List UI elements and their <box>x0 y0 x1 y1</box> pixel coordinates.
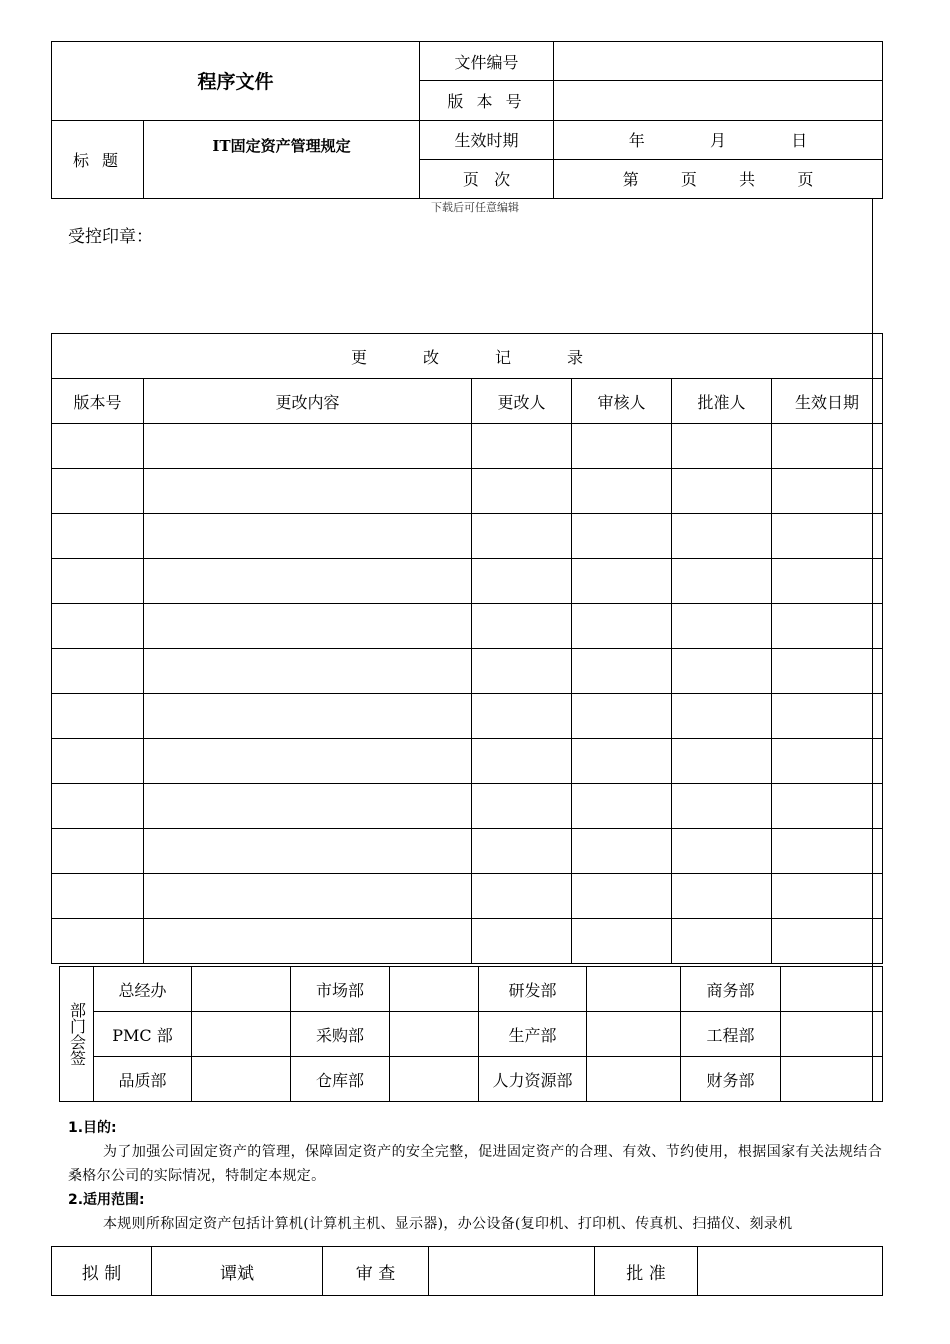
change-record-cell[interactable] <box>52 874 144 919</box>
change-record-cell[interactable] <box>52 784 144 829</box>
dept-name: PMC 部 <box>94 1012 192 1057</box>
doc-type-title: 程序文件 <box>52 42 420 121</box>
change-record-cell[interactable] <box>472 604 572 649</box>
change-record-cell[interactable] <box>472 919 572 964</box>
change-record-cell[interactable] <box>572 739 672 784</box>
version-label: 版 本 号 <box>420 81 554 120</box>
change-record-cell[interactable] <box>772 559 883 604</box>
change-record-row <box>52 649 883 694</box>
change-record-cell[interactable] <box>672 604 772 649</box>
change-record-cell[interactable] <box>472 694 572 739</box>
change-record-cell[interactable] <box>144 784 472 829</box>
change-record-cell[interactable] <box>144 694 472 739</box>
change-record-cell[interactable] <box>672 559 772 604</box>
change-record-header <box>52 379 883 424</box>
dept-signature-cell[interactable] <box>587 1057 681 1102</box>
change-record-cell[interactable] <box>472 829 572 874</box>
dept-signature-cell[interactable] <box>192 1057 291 1102</box>
dept-sign-table <box>59 966 883 1102</box>
change-record-title-char: 更 <box>350 347 367 367</box>
subject-label: 标 题 <box>52 120 144 199</box>
header-table <box>51 41 883 199</box>
dept-signature-cell[interactable] <box>390 967 479 1012</box>
change-record-cell[interactable] <box>672 784 772 829</box>
dept-sign-row <box>60 1057 883 1102</box>
change-record-row <box>52 559 883 604</box>
change-record-cell[interactable] <box>144 469 472 514</box>
change-record-cell[interactable] <box>144 559 472 604</box>
change-record-cell[interactable] <box>52 829 144 874</box>
change-record-table <box>51 333 883 964</box>
dept-name: 商务部 <box>681 967 781 1012</box>
dept-signature-cell[interactable] <box>192 1012 291 1057</box>
change-record-cell[interactable] <box>52 514 144 559</box>
dept-name: 工程部 <box>681 1012 781 1057</box>
dept-name: 人力资源部 <box>479 1057 587 1102</box>
change-record-cell[interactable] <box>572 784 672 829</box>
section-2-title: 2.适用范围: <box>68 1192 145 1208</box>
change-record-cell[interactable] <box>52 694 144 739</box>
change-record-cell[interactable] <box>472 514 572 559</box>
body-text <box>68 1116 882 1236</box>
review-label: 审 查 <box>323 1247 429 1296</box>
dept-signature-cell[interactable] <box>192 967 291 1012</box>
change-record-cell[interactable] <box>572 424 672 469</box>
change-record-cell[interactable] <box>472 649 572 694</box>
change-record-cell[interactable] <box>672 469 772 514</box>
dept-name: 采购部 <box>291 1012 390 1057</box>
effective-label: 生效时期 <box>420 120 554 159</box>
change-record-cell[interactable] <box>672 694 772 739</box>
change-record-cell[interactable] <box>144 919 472 964</box>
dept-signature-cell[interactable] <box>781 967 883 1012</box>
dept-name: 品质部 <box>94 1057 192 1102</box>
change-record-cell[interactable] <box>472 874 572 919</box>
change-record-row <box>52 829 883 874</box>
page-info <box>554 159 883 198</box>
change-record-cell[interactable] <box>772 784 883 829</box>
change-record-cell[interactable] <box>672 874 772 919</box>
dept-name: 市场部 <box>291 967 390 1012</box>
change-record-cell[interactable] <box>772 424 883 469</box>
effective-date[interactable] <box>554 120 883 159</box>
change-record-cell[interactable] <box>572 829 672 874</box>
change-record-row <box>52 424 883 469</box>
change-record-row <box>52 784 883 829</box>
change-record-cell[interactable] <box>572 469 672 514</box>
change-record-cell[interactable] <box>772 919 883 964</box>
change-record-title-char: 记 <box>495 347 512 367</box>
change-record-cell[interactable] <box>52 649 144 694</box>
change-record-column-header: 更改人 <box>472 379 572 424</box>
dept-signature-cell[interactable] <box>781 1012 883 1057</box>
draft-value[interactable]: 谭斌 <box>152 1247 323 1296</box>
change-record-cell[interactable] <box>572 559 672 604</box>
change-record-cell[interactable] <box>672 919 772 964</box>
change-record-cell[interactable] <box>52 559 144 604</box>
change-record-cell[interactable] <box>772 874 883 919</box>
subject-value: IT固定资产管理规定 <box>144 120 420 199</box>
dept-sign-label: 部门会签 <box>60 967 94 1102</box>
signature-table <box>51 1246 883 1296</box>
change-record-cell[interactable] <box>672 829 772 874</box>
change-record-cell[interactable] <box>52 424 144 469</box>
page-gong: 共 <box>739 170 756 190</box>
dept-name: 研发部 <box>479 967 587 1012</box>
change-record-cell[interactable] <box>772 649 883 694</box>
section-1-text: 为了加强公司固定资产的管理，保障固定资产的安全完整，促进固定资产的合理、有效、节约使用，根据国家有关法规结合桑格尔公司的实际情况，特制定本规定。 <box>68 1144 882 1184</box>
change-record-column-header: 更改内容 <box>144 379 472 424</box>
change-record-cell[interactable] <box>472 559 572 604</box>
page-di: 第 <box>622 170 639 190</box>
change-record-row <box>52 604 883 649</box>
dept-sign-row <box>60 1012 883 1057</box>
change-record-cell[interactable] <box>52 604 144 649</box>
change-record-cell[interactable] <box>772 694 883 739</box>
change-record-column-header: 审核人 <box>572 379 672 424</box>
change-record-cell[interactable] <box>572 514 672 559</box>
day-label: 日 <box>791 131 808 151</box>
change-record-cell[interactable] <box>472 469 572 514</box>
change-record-cell[interactable] <box>144 739 472 784</box>
change-record-cell[interactable] <box>772 739 883 784</box>
change-record-cell[interactable] <box>572 649 672 694</box>
download-note: 下载后可任意编辑 <box>431 201 519 214</box>
change-record-cell[interactable] <box>572 874 672 919</box>
change-record-cell[interactable] <box>52 469 144 514</box>
seal-label: 受控印章： <box>68 227 153 247</box>
change-record-cell[interactable] <box>472 424 572 469</box>
dept-name: 生产部 <box>479 1012 587 1057</box>
dept-signature-cell[interactable] <box>587 1012 681 1057</box>
doc-no-label: 文件编号 <box>420 42 554 81</box>
page-ye2: 页 <box>797 170 814 190</box>
change-record-row <box>52 469 883 514</box>
doc-no-value[interactable] <box>554 42 883 81</box>
change-record-cell[interactable] <box>144 604 472 649</box>
change-record-cell[interactable] <box>52 739 144 784</box>
change-record-cell[interactable] <box>772 514 883 559</box>
dept-signature-cell[interactable] <box>781 1057 883 1102</box>
change-record-title <box>52 334 883 379</box>
section-1-title: 1.目的: <box>68 1120 117 1136</box>
change-record-cell[interactable] <box>672 739 772 784</box>
change-record-cell[interactable] <box>672 649 772 694</box>
change-record-row <box>52 874 883 919</box>
change-record-column-header: 生效日期 <box>772 379 883 424</box>
dept-name: 仓库部 <box>291 1057 390 1102</box>
change-record-row <box>52 739 883 784</box>
dept-signature-cell[interactable] <box>390 1057 479 1102</box>
year-label: 年 <box>628 131 645 151</box>
change-record-cell[interactable] <box>144 649 472 694</box>
change-record-row <box>52 694 883 739</box>
change-record-cell[interactable] <box>572 919 672 964</box>
version-value[interactable] <box>554 81 883 120</box>
change-record-cell[interactable] <box>472 739 572 784</box>
change-record-cell[interactable] <box>144 514 472 559</box>
dept-name: 财务部 <box>681 1057 781 1102</box>
change-record-title-char: 录 <box>567 347 584 367</box>
change-record-row <box>52 919 883 964</box>
section-2-text: 本规则所称固定资产包括计算机(计算机主机、显示器)，办公设备(复印机、打印机、传真机、扫描仪、刻录机 <box>103 1216 793 1232</box>
dept-signature-cell[interactable] <box>587 967 681 1012</box>
change-record-cell[interactable] <box>144 829 472 874</box>
approve-label: 批 准 <box>595 1247 698 1296</box>
change-record-cell[interactable] <box>144 424 472 469</box>
change-record-cell[interactable] <box>772 604 883 649</box>
dept-sign-row <box>60 967 883 1012</box>
change-record-row <box>52 514 883 559</box>
review-value[interactable] <box>429 1247 595 1296</box>
change-record-cell[interactable] <box>772 829 883 874</box>
change-record-cell[interactable] <box>572 604 672 649</box>
change-record-column-header: 版本号 <box>52 379 144 424</box>
dept-name: 总经办 <box>94 967 192 1012</box>
change-record-cell[interactable] <box>772 469 883 514</box>
page-label: 页 次 <box>420 159 554 198</box>
page-ye1: 页 <box>680 170 697 190</box>
change-record-cell[interactable] <box>144 874 472 919</box>
change-record-column-header: 批准人 <box>672 379 772 424</box>
change-record-cell[interactable] <box>672 514 772 559</box>
month-label: 月 <box>710 131 727 151</box>
change-record-title-char: 改 <box>423 347 440 367</box>
change-record-cell[interactable] <box>672 424 772 469</box>
change-record-cell[interactable] <box>52 919 144 964</box>
change-record-cell[interactable] <box>572 694 672 739</box>
approve-value[interactable] <box>698 1247 883 1296</box>
change-record-cell[interactable] <box>472 784 572 829</box>
draft-label: 拟 制 <box>52 1247 152 1296</box>
dept-signature-cell[interactable] <box>390 1012 479 1057</box>
